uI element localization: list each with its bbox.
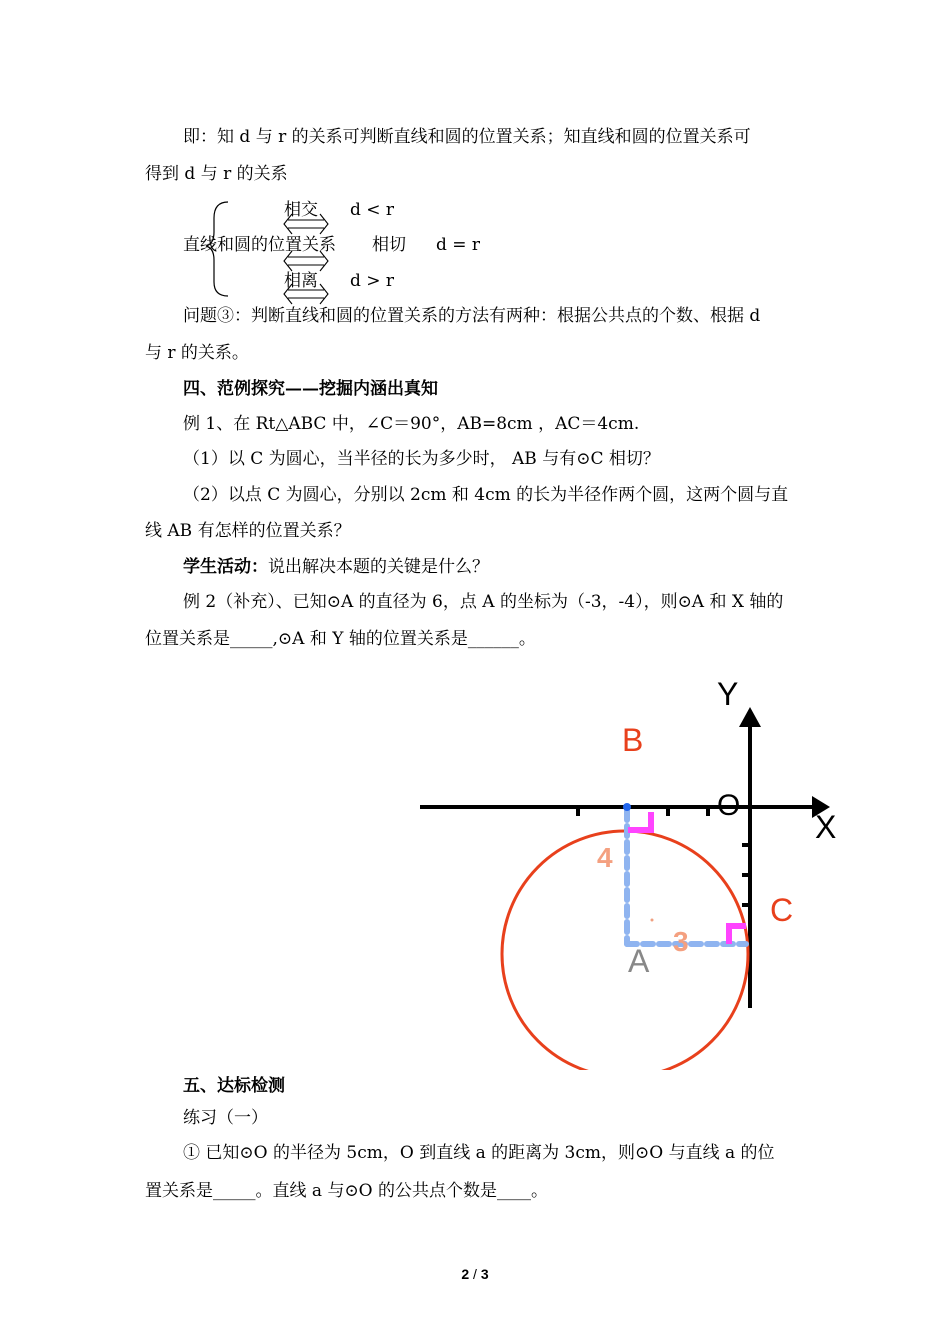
- relation-label: 直线和圆的位置关系: [183, 235, 336, 255]
- point-c-label: C: [770, 892, 794, 928]
- relation-separate-cond: d > r: [350, 271, 395, 291]
- paragraph-line: ① 已知⊙O 的半径为 5cm，O 到直线 a 的距离为 3cm，则⊙O 与直线 a 的位: [183, 1143, 775, 1163]
- relation-separate: 相离: [284, 271, 318, 291]
- center-dot: [651, 919, 654, 922]
- relation-tangent: 相切: [372, 235, 406, 255]
- x-axis-label: X: [815, 809, 837, 845]
- activity-label: 学生活动：: [183, 557, 268, 577]
- right-angle-marker-b: [628, 812, 651, 830]
- relation-intersect-cond: d < r: [350, 200, 395, 220]
- page-current: 2: [461, 1266, 470, 1282]
- coordinate-figure: [410, 670, 850, 1070]
- activity-line: [183, 557, 489, 577]
- paragraph-line: （1）以 C 为圆心，当半径的长为多少时， AB 与有⊙C 相切？: [183, 449, 660, 469]
- relation-tangent-cond: d = r: [436, 235, 481, 255]
- paragraph-line: 即：知 d 与 r 的关系可判断直线和圆的位置关系；知直线和圆的位置关系可: [183, 127, 751, 147]
- paragraph-line: 位置关系是_____,⊙A 和 Y 轴的位置关系是______。: [145, 629, 536, 649]
- distance-3-label: 3: [673, 926, 689, 957]
- section-heading: 四、范例探究——挖掘内涵出真知: [183, 379, 438, 399]
- point-b-marker: [623, 803, 631, 811]
- paragraph-line: 与 r 的关系。: [145, 343, 249, 363]
- paragraph-line: （2）以点 C 为圆心，分别以 2cm 和 4cm 的长为半径作两个圆，这两个圆与直: [183, 485, 789, 505]
- paragraph-line: 问题③：判断直线和圆的位置关系的方法有两种：根据公共点的个数、根据 d: [183, 306, 761, 326]
- paragraph-line: 练习（一）: [183, 1108, 268, 1128]
- paragraph-line: 得到 d 与 r 的关系: [145, 164, 288, 184]
- paragraph-line: 例 2（补充）、已知⊙A 的直径为 6，点 A 的坐标为（-3，-4），则⊙A 和 X 轴的: [183, 592, 784, 612]
- paragraph-line: 置关系是_____。直线 a 与⊙O 的公共点个数是____。: [145, 1181, 549, 1201]
- page-total: 3: [480, 1266, 489, 1282]
- origin-label: O: [717, 789, 741, 822]
- page-number: [0, 1266, 950, 1282]
- relation-intersect: 相交: [284, 200, 318, 220]
- y-axis-arrow-icon: [739, 707, 761, 727]
- distance-4-label: 4: [597, 842, 613, 873]
- y-axis-label: Y: [717, 676, 739, 712]
- point-b-label: B: [622, 722, 644, 758]
- section-heading: 五、达标检测: [183, 1076, 285, 1096]
- point-a-label: A: [628, 943, 650, 979]
- paragraph-line: 线 AB 有怎样的位置关系？: [145, 521, 351, 541]
- paragraph-line: 例 1、在 Rt△ABC 中，∠C＝90°，AB=8cm ，AC＝4cm.: [183, 414, 640, 434]
- activity-text: 说出解决本题的关键是什么？: [268, 557, 489, 577]
- page-separator: /: [473, 1266, 477, 1282]
